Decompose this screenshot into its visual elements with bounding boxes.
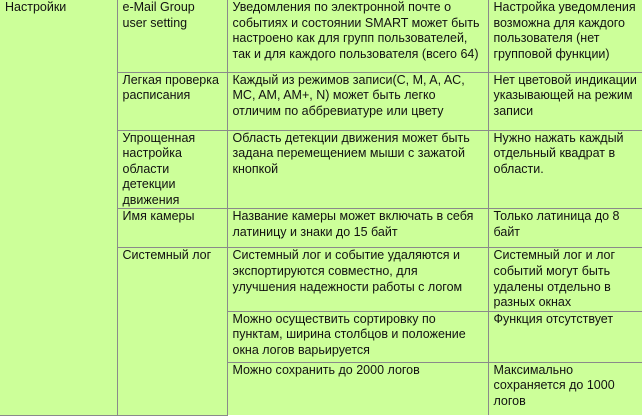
feature-cell — [117, 130, 227, 209]
new-description-text: Системный лог и событие удаляются и экспортируются совместно, для улучшения надежности работы с логом — [232, 248, 463, 294]
new-description-text: Каждый из режимов записи(C, M, A, AC, MC, AM, AM+, N) может быть легко отличим по аббревиатуре или цвету — [232, 72, 465, 118]
old-description-text: Системный лог и лог событий могут быть удалены отдельно в разных окнах — [493, 248, 616, 310]
feature-cell — [117, 248, 227, 415]
old-description-cell — [488, 209, 642, 248]
feature-cell — [117, 72, 227, 130]
new-description-text: Область детекции движения может быть задана перемещением мыши с зажатой кнопкой — [232, 130, 470, 176]
new-description-cell — [227, 248, 488, 311]
new-description-cell — [227, 130, 488, 209]
feature-cell — [117, 209, 227, 248]
feature-label: Системный лог — [122, 248, 212, 263]
new-description-cell — [227, 0, 488, 72]
feature-label: e-Mail Group user setting — [122, 0, 195, 30]
new-description-cell — [227, 209, 488, 248]
new-description-cell — [227, 311, 488, 362]
feature-label: Упрощенная настройка области детекции движения — [122, 130, 196, 207]
old-description-text: Нет цветовой индикации указывающей на режим записи — [493, 72, 637, 118]
feature-label: Легкая проверка расписания — [122, 72, 219, 103]
new-description-text: Название камеры может включать в себя латиницу и знаки до 15 байт — [232, 209, 474, 240]
new-description-cell — [227, 362, 488, 415]
old-description-cell — [488, 130, 642, 209]
old-description-text: Функция отсутствует — [493, 311, 614, 326]
new-description-text: Можно сохранить до 2000 логов — [232, 362, 420, 377]
old-description-text: Максимально сохраняется до 1000 логов — [493, 362, 615, 409]
settings-category-label: Настройки — [5, 0, 67, 14]
old-description-cell — [488, 72, 642, 130]
table-row — [0, 0, 642, 72]
new-description-cell — [227, 72, 488, 130]
old-description-text: Только латиница до 8 байт — [493, 209, 620, 240]
new-description-text: Уведомления по электронной почте о событиях и состоянии SMART может быть настроено как для групп пользователей, так и для каждого пользователя (всего 64) — [232, 0, 480, 61]
settings-category-cell — [0, 0, 117, 415]
feature-cell — [117, 0, 227, 72]
feature-label: Имя камеры — [122, 209, 195, 224]
old-description-text: Настройка уведомления возможна для каждого пользователя (нет групповой функции) — [493, 0, 636, 61]
old-description-text: Нужно нажать каждый отдельный квадрат в области. — [493, 130, 624, 176]
old-description-cell — [488, 248, 642, 311]
new-description-text: Можно осуществить сортировку по пунктам, ширина столбцов и положение окна логов варьируется — [232, 311, 466, 358]
old-description-cell — [488, 362, 642, 415]
old-description-cell — [488, 0, 642, 72]
old-description-cell — [488, 311, 642, 362]
